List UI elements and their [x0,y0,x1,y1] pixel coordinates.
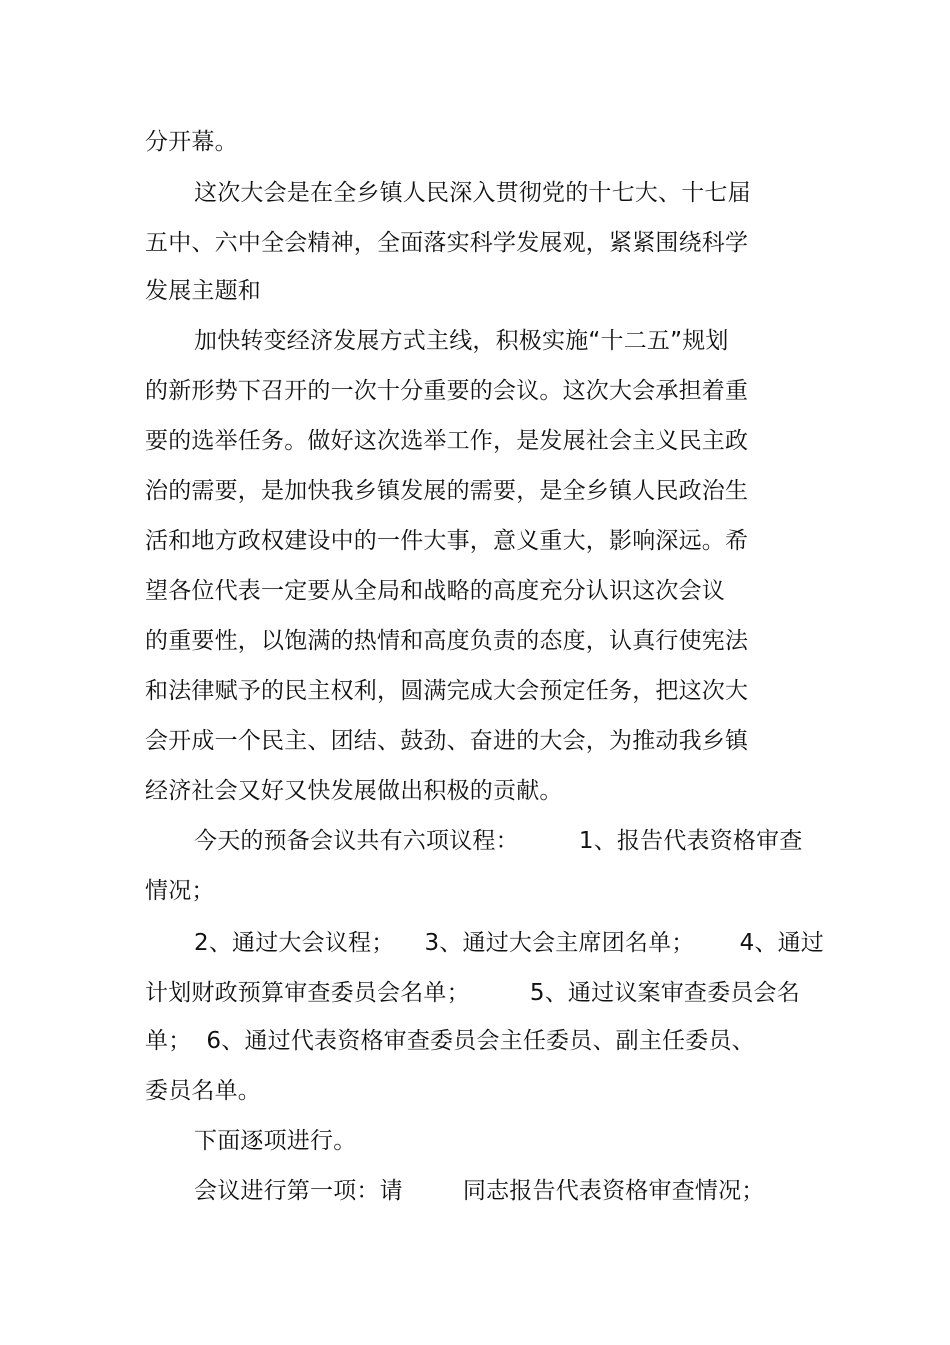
text-line: 会开成一个民主、团结、鼓劲、奋进的大会，为推动我乡镇 [145,728,749,754]
text-line: 五中、六中全会精神，全面落实科学发展观，紧紧围绕科学 [145,230,749,256]
text-line: 望各位代表一定要从全局和战略的高度充分认识这次会议 [145,578,725,604]
text-line: 计划财政预算审查委员会名单； 5、通过议案审查委员会名 [145,980,800,1006]
text-line: 治的需要，是加快我乡镇发展的需要，是全乡镇人民政治生 [145,478,749,504]
text-line: 加快转变经济发展方式主线，积极实施“十二五”规划 [194,328,729,354]
text-line: 情况； [145,878,215,904]
text-line: 发展主题和 [145,278,261,304]
text-line: 和法律赋予的民主权利，圆满完成大会预定任务，把这次大 [145,678,749,704]
text-line: 2、通过大会议程； 3、通过大会主席团名单； 4、通过 [194,930,825,956]
text-line: 分开幕。 [145,129,238,155]
text-line: 会议进行第一项：请 同志报告代表资格审查情况； [194,1178,765,1204]
text-line: 的新形势下召开的一次十分重要的会议。这次大会承担着重 [145,378,749,404]
text-line: 单； 6、通过代表资格审查委员会主任委员、副主任委员、 [145,1028,755,1054]
text-line: 要的选举任务。做好这次选举工作，是发展社会主义民主政 [145,428,749,454]
text-line: 这次大会是在全乡镇人民深入贯彻党的十七大、十七届 [194,180,751,206]
text-line: 下面逐项进行。 [194,1128,357,1154]
text-line: 经济社会又好又快发展做出积极的贡献。 [145,778,563,804]
text-line: 今天的预备会议共有六项议程： 1、报告代表资格审查 [194,828,803,854]
text-line: 委员名单。 [145,1078,261,1104]
text-line: 的重要性，以饱满的热情和高度负责的态度，认真行使宪法 [145,628,749,654]
text-line: 活和地方政权建设中的一件大事，意义重大，影响深远。希 [145,528,749,554]
